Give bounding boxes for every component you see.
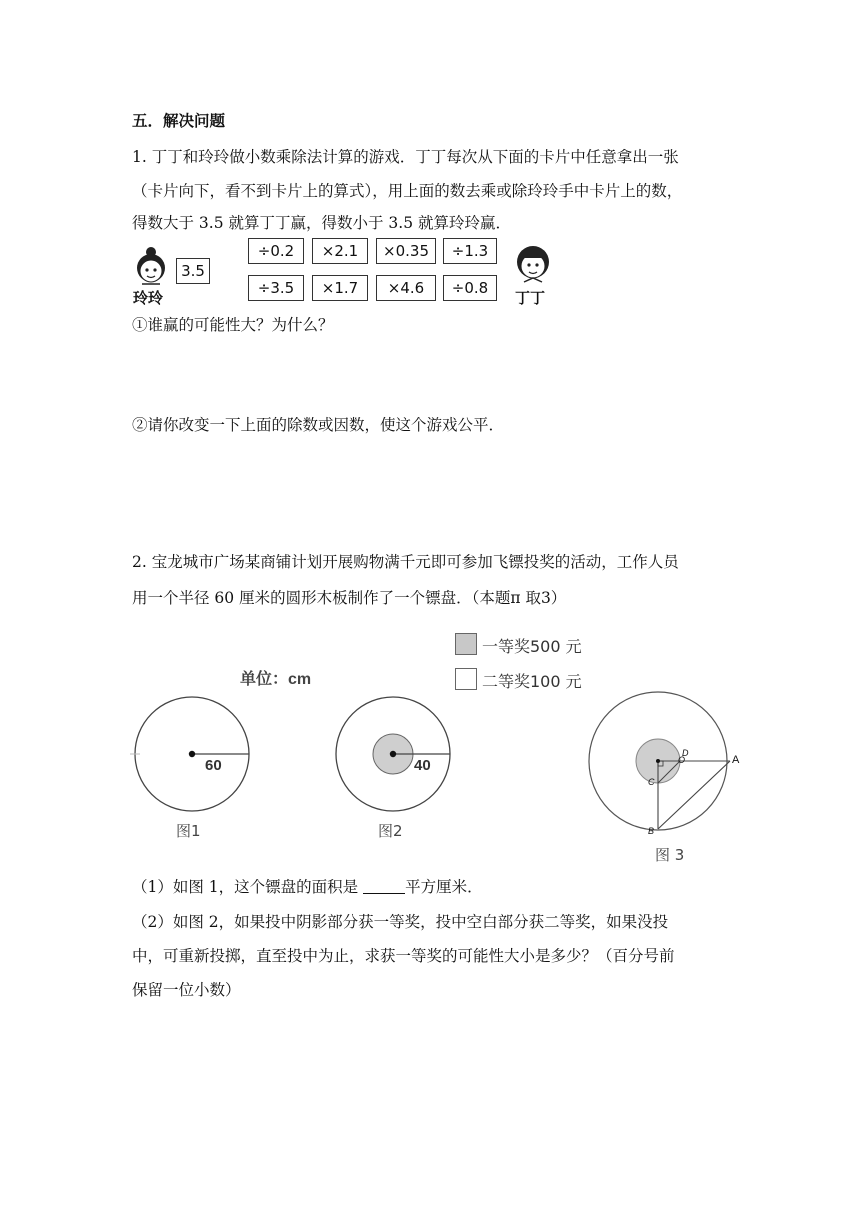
card-mul-4-6 — [376, 275, 436, 301]
q2-line-2: 用一个半径 60 厘米的圆形木板制作了一个镖盘．（本题π 取3） — [132, 589, 567, 607]
lingling-girl-icon — [128, 244, 174, 288]
card-text: ÷0.2 — [257, 242, 295, 260]
lingling-name: 玲玲 — [133, 289, 164, 307]
unit-label: 单位：cm — [240, 671, 312, 688]
figure-3-point-c: C — [648, 777, 655, 787]
answer-blank[interactable] — [363, 879, 405, 894]
card-div-0-2 — [248, 238, 304, 264]
figure-3-dartboard — [586, 685, 756, 845]
card-text: ×4.6 — [387, 279, 425, 297]
figure-3-point-d: D — [682, 748, 689, 758]
q1-line-2: （卡片向下，看不到卡片上的算式），用上面的数去乘或除玲玲手中卡片上的数， — [132, 182, 683, 200]
figure-3-point-b: B — [648, 826, 655, 836]
q1-line-3: 得数大于 3.5 就算丁丁赢，得数小于 3.5 就算玲玲赢． — [132, 214, 512, 232]
card-text: ×0.35 — [383, 242, 429, 260]
card-mul-0-35 — [376, 238, 436, 264]
q2-part1 — [132, 876, 483, 898]
legend-gray-swatch — [455, 633, 477, 655]
figure-1-radius-label: 60 — [205, 757, 222, 774]
card-text: ×1.7 — [321, 279, 359, 297]
section-title: 五．解决问题 — [132, 111, 226, 130]
q1-sub1: ①谁赢的可能性大？为什么？ — [132, 316, 334, 334]
figure-2-radius-label: 40 — [414, 757, 431, 774]
figure-2-dartboard — [331, 692, 455, 816]
q2-part1-suffix: 平方厘米． — [405, 878, 483, 896]
card-div-3-5 — [248, 275, 304, 301]
dingding-boy-icon — [512, 242, 554, 288]
q2-part2-line-3: 保留一位小数） — [132, 981, 241, 999]
card-mul-1-7 — [312, 275, 368, 301]
figure-2-label: 图2 — [378, 822, 403, 840]
lingling-card-value: 3.5 — [181, 262, 205, 280]
dingding-name: 丁丁 — [515, 289, 546, 307]
q1-line-1: 1. 丁丁和玲玲做小数乘除法计算的游戏．丁丁每次从下面的卡片中任意拿出一张 — [132, 148, 679, 166]
figure-3-point-a: A — [732, 754, 740, 766]
card-text: ÷3.5 — [257, 279, 295, 297]
q2-part2-line-1: （2）如图 2，如果投中阴影部分获一等奖，投中空白部分获二等奖，如果没投 — [132, 913, 669, 931]
card-div-1-3 — [443, 238, 497, 264]
legend-white-swatch — [455, 668, 477, 690]
card-div-0-8 — [443, 275, 497, 301]
card-text: ÷0.8 — [451, 279, 489, 297]
card-text: ×2.1 — [321, 242, 359, 260]
card-mul-2-1 — [312, 238, 368, 264]
figure-3-label: 图 3 — [655, 846, 685, 864]
legend-first-prize: 一等奖500 元 — [482, 637, 582, 656]
card-text: ÷1.3 — [451, 242, 489, 260]
q1-sub2: ②请你改变一下上面的除数或因数，使这个游戏公平． — [132, 416, 505, 434]
q2-part2-line-2: 中，可重新投掷，直至投中为止，求获一等奖的可能性大小是多少？（百分号前 — [132, 947, 675, 965]
figure-1-label: 图1 — [176, 822, 201, 840]
q2-line-1: 2. 宝龙城市广场某商铺计划开展购物满千元即可参加飞镖投奖的活动，工作人员 — [132, 553, 679, 571]
figure-1-dartboard — [130, 692, 254, 816]
figure-3-point-o: O — [678, 755, 686, 765]
legend-second-prize: 二等奖100 元 — [482, 672, 582, 691]
q2-part1-prefix: （1）如图 1，这个镖盘的面积是 — [132, 878, 364, 896]
lingling-card — [176, 258, 210, 284]
